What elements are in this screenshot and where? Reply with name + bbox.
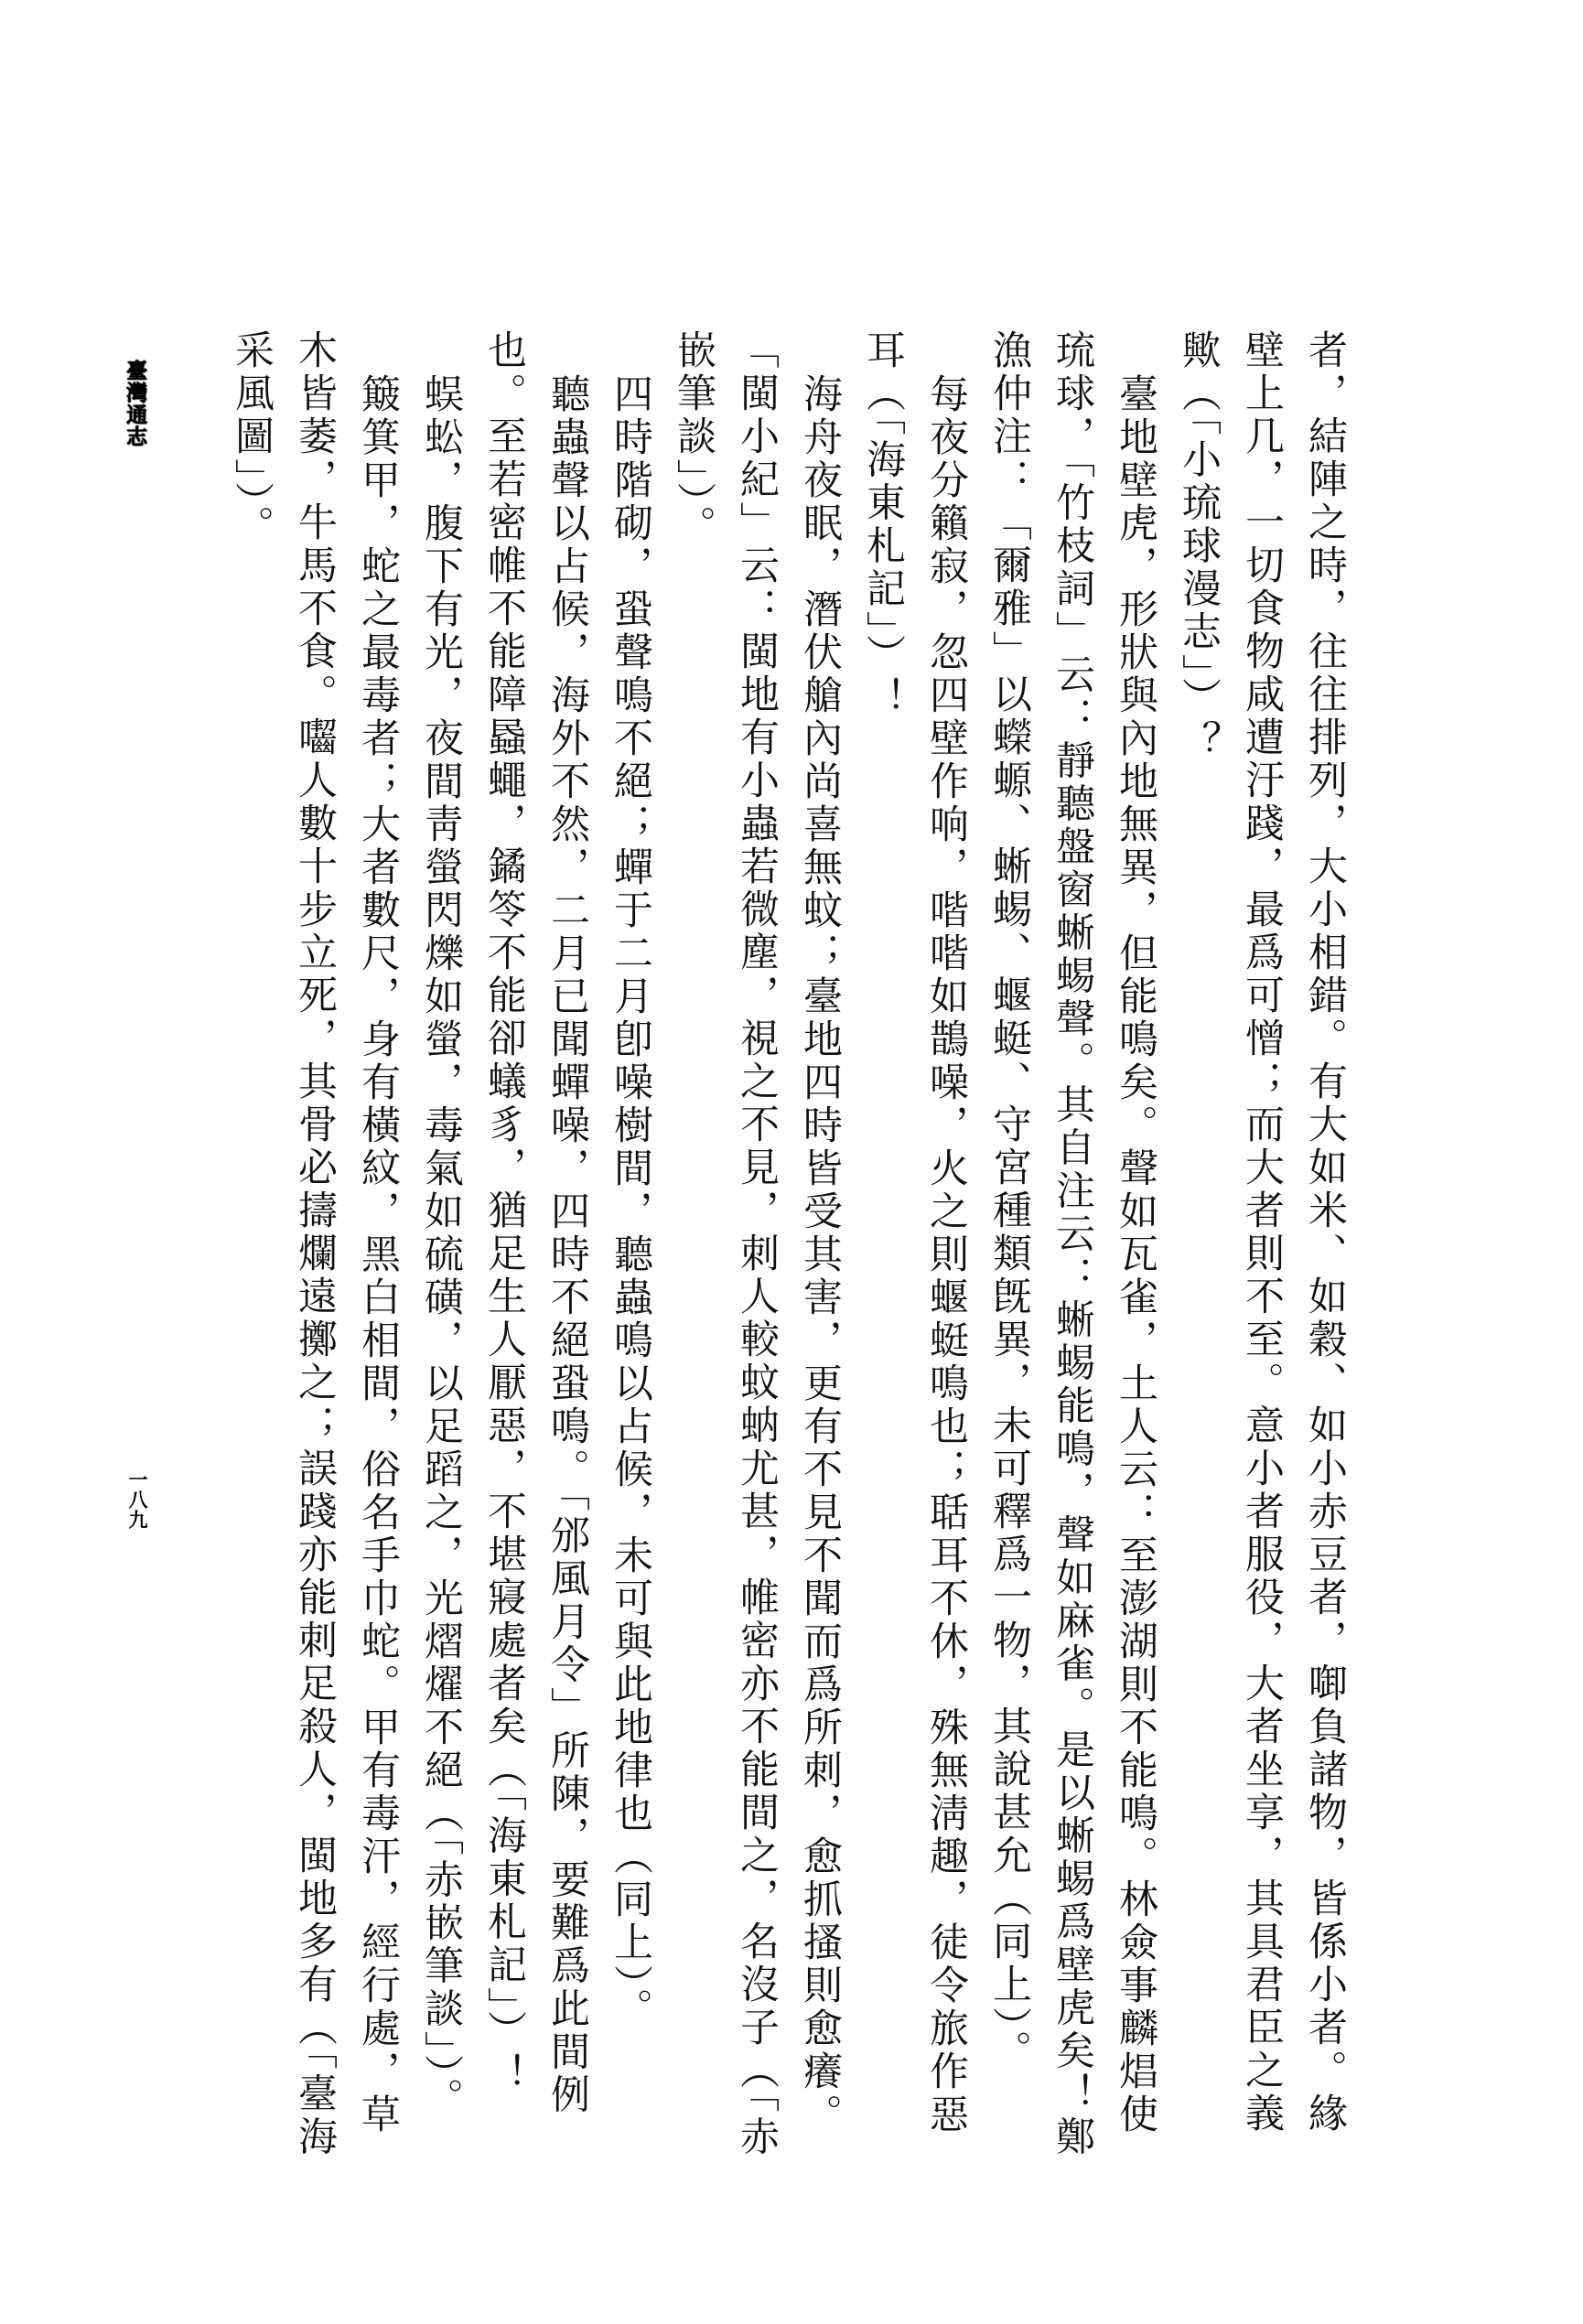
page-number: 一八九 <box>126 1469 148 1530</box>
paragraph: 蜈蚣，腹下有光，夜間靑螢閃爍如螢，毒氣如硫磺，以足蹈之，光熠燿不絕（「赤嵌筆談」）。 <box>418 373 464 2121</box>
paragraph: 每夜分籟寂，忽四壁作响，喈喈如鵲噪，火之則蝘蜓鳴也；聒耳不休，殊無淸趣，徒令旅作惡耳（「海東札記」）！ <box>860 329 969 2136</box>
paragraph: 簸箕甲，蛇之最毒者；大者數尺，身有橫紋，黑白相間，俗名手巾蛇。甲有毒汗，經行處，草木皆萎，牛馬不食。囓人數十步立死，其骨必擣爛遠擲之；誤踐亦能刺足殺人，閩地多有（「臺海采風圖」）。 <box>229 329 401 2159</box>
paragraph: 聽蟲聲以占候，海外不然，二月已聞蟬噪，四時不絕蛩鳴。「邠風月令」所陳，要難爲此間例也。至若密帷不能障蟁蠅，鐍笭不能卻蟻豸，猶足生人厭惡，不堪寢處者矣（「海東札記」）！ <box>481 329 590 2117</box>
paragraph: 者，結陣之時，往往排列，大小相錯。有大如米、如穀、如小赤豆者，啣負諸物，皆係小者。緣壁上几，一切食物咸遭汙踐，最爲可憎；而大者則不至。意小者服役，大者坐享，其具君臣之義歟（「小琉球漫志」）？ <box>1176 329 1348 2136</box>
main-text-block <box>208 329 1356 2163</box>
paragraph: 海舟夜眠，潛伏艙內尚喜無蚊；臺地四時皆受其害，更有不見不聞而爲所刺，愈抓搔則愈癢。「閩小紀」云：閩地有小蟲若微塵，視之不見，刺人較蚊蚋尤甚，帷密亦不能間之，名沒子（「赤嵌筆談」）。 <box>671 329 843 2159</box>
paragraph: 臺地壁虎，形狀與內地無異，但能鳴矣。聲如瓦雀，土人云：至澎湖則不能鳴。林僉事麟焻使琉球，「竹枝詞」云：靜聽盤窗蜥蜴聲。其自注云：蜥蜴能鳴，聲如麻雀。是以蜥蜴爲壁虎矣！鄭漁仲注：「爾雅」以蠑螈、蜥蜴、蝘蜓、守宮種類旣異，未可釋爲一物，其說甚允（同上）。 <box>986 329 1158 2159</box>
paragraph: 四時階砌，蛩聲鳴不絕；蟬于二月卽噪樹間，聽蟲鳴以占候，未可與此地律也（同上）。 <box>608 373 653 2031</box>
margin-title: 臺灣通志 <box>123 360 146 447</box>
